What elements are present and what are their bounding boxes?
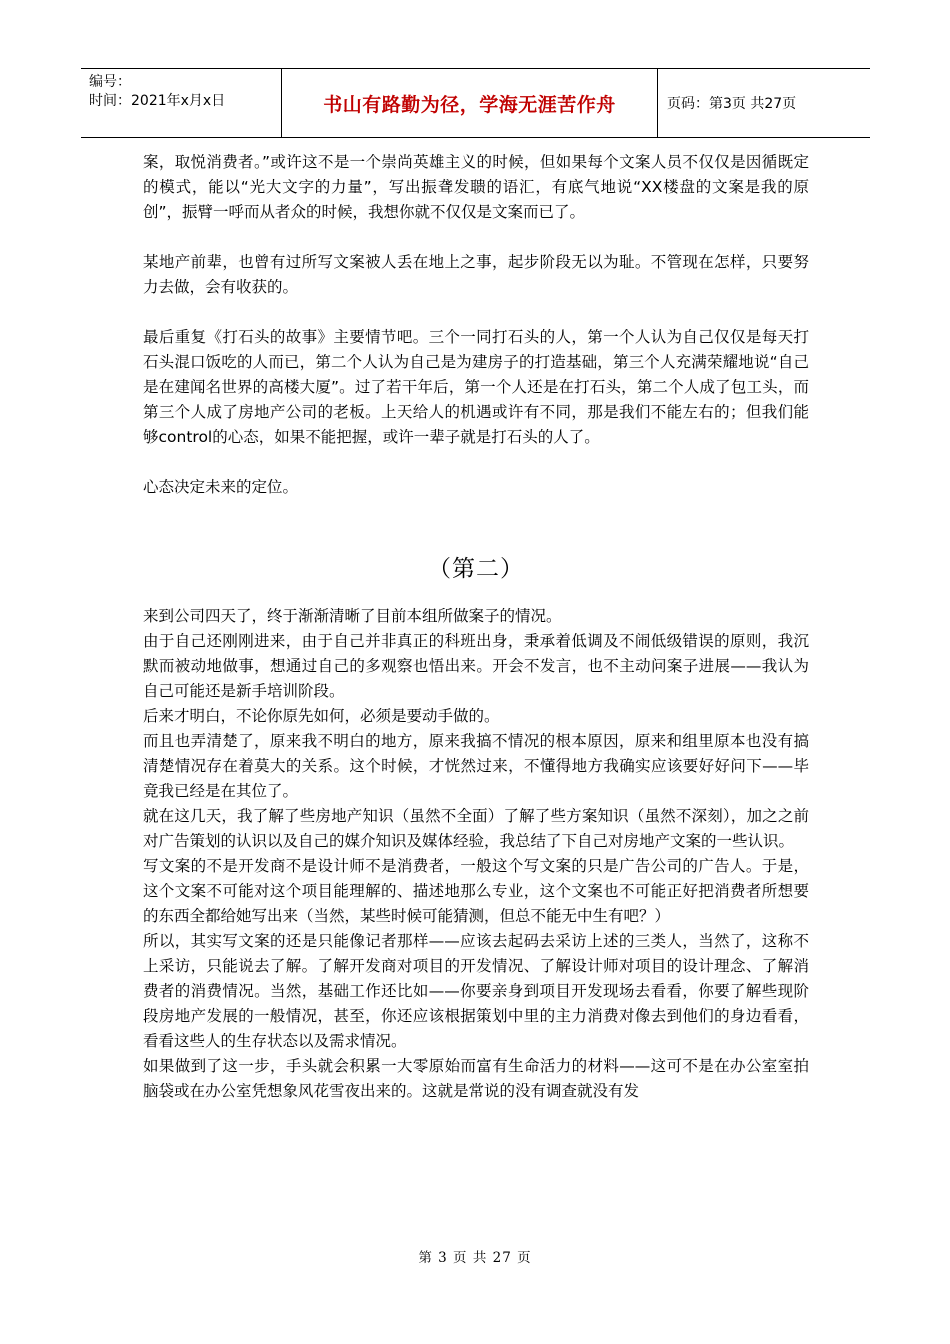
body-paragraph: 而且也弄清楚了，原来我不明白的地方，原来我搞不情况的根本原因，原来和组里原本也没有搞清楚情况存在着莫大的关系。这个时候，才恍然过来，不懂得地方我确实应该要好好问下——毕竟我已经是在其位了。	[143, 732, 809, 800]
page-footer: 第 3 页 共 27 页	[418, 1250, 532, 1266]
body-paragraph: 最后重复《打石头的故事》主要情节吧。三个一同打石头的人，第一个人认为自己仅仅是每天打石头混口饭吃的人而已，第二个人认为自己是为建房子的打造基础，第三个人充满荣耀地说“自己是在建闻名世界的高楼大厦”。过了若干年后，第一个人还是在打石头，第二个人成了包工头，而第三个人成了房地产公司的老板。上天给人的机遇或许有不同，那是我们不能左右的；但我们能够control的心态，如果不能把握，或许一辈子就是打石头的人了。	[143, 328, 809, 446]
document-time-label: 时间：2021年x月x日	[89, 93, 226, 109]
header-page-label: 页码：第3页 共27页	[667, 96, 797, 112]
body-paragraph: 写文案的不是开发商不是设计师不是消费者，一般这个写文案的只是广告公司的广告人。于是，这个文案不可能对这个项目能理解的、描述地那么专业，这个文案也不可能正好把消费者所想要的东西全都给她写出来（当然，某些时候可能猜测，但总不能无中生有吧？）	[143, 857, 809, 925]
body-paragraph: 就在这几天，我了解了些房地产知识（虽然不全面）了解了些方案知识（虽然不深刻），加之之前对广告策划的认识以及自己的媒介知识及媒体经验，我总结了下自己对房地产文案的一些认识。	[143, 807, 809, 850]
header-left-cell	[81, 69, 282, 137]
body-paragraph: 心态决定未来的定位。	[143, 478, 299, 496]
document-body	[143, 150, 809, 1104]
page-header	[81, 68, 870, 138]
body-paragraph: 由于自己还刚刚进来，由于自己并非真正的科班出身，秉承着低调及不闹低级错误的原则，我沉默而被动地做事，想通过自己的多观察也悟出来。开会不发言，也不主动问案子进展——我认为自己可能还是新手培训阶段。	[143, 632, 809, 700]
header-motto-cell	[282, 69, 658, 137]
body-paragraph: 案，取悦消费者。”或许这不是一个崇尚英雄主义的时候，但如果每个文案人员不仅仅是因循既定的模式，能以“光大文字的力量”，写出振聋发聩的语汇，有底气地说“XX楼盘的文案是我的原创”，振臂一呼而从者众的时候，我想你就不仅仅是文案而已了。	[143, 153, 809, 221]
document-number-label: 编号：	[89, 74, 131, 90]
header-motto: 书山有路勤为径，学海无涯苦作舟	[323, 93, 616, 116]
body-paragraph: 后来才明白，不论你原先如何，必须是要动手做的。	[143, 707, 500, 725]
header-page-cell	[658, 69, 870, 137]
section-heading: （第二）	[428, 556, 524, 582]
body-paragraph: 某地产前辈，也曾有过所写文案被人丢在地上之事，起步阶段无以为耻。不管现在怎样，只要努力去做，会有收获的。	[143, 253, 809, 296]
body-paragraph: 所以，其实写文案的还是只能像记者那样——应该去起码去采访上述的三类人，当然了，这称不上采访，只能说去了解。了解开发商对项目的开发情况、了解设计师对项目的设计理念、了解消费者的消费情况。当然，基础工作还比如——你要亲身到项目开发现场去看看，你要了解些现阶段房地产发展的一般情况，甚至，你还应该根据策划中里的主力消费对像去到他们的身边看看，看看这些人的生存状态以及需求情况。	[143, 932, 809, 1050]
body-paragraph: 如果做到了这一步，手头就会积累一大零原始而富有生命活力的材料——这可不是在办公室室拍脑袋或在办公室凭想象风花雪夜出来的。这就是常说的没有调查就没有发	[143, 1057, 809, 1100]
body-paragraph: 来到公司四天了，终于渐渐清晰了目前本组所做案子的情况。	[143, 607, 562, 625]
